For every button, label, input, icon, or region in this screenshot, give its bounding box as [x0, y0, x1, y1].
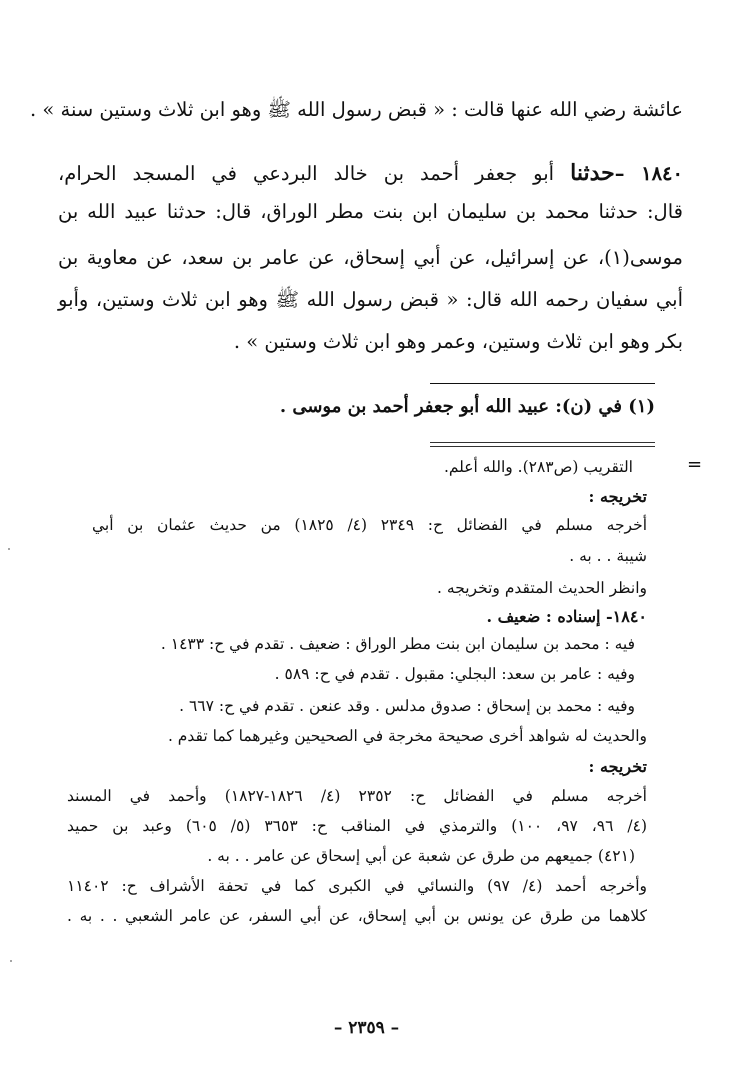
commentary-line-13: (٤/ ٩٦، ٩٧، ١٠٠) والترمذي في المناقب ح: ٣٦٥٣ (٥/ ٦٠٥) وعبد بن حميد [67, 817, 647, 835]
commentary-line-14: (٤٢١) جميعهم من طرق عن شعبة عن أبي إسحاق عن عامر . . به . [207, 847, 635, 865]
scan-speck [8, 548, 10, 550]
commentary-line-8: وفيه : عامر بن سعد: البجلي: مقبول . تقدم في ح: ٥٨٩ . [274, 665, 635, 683]
separator-line-bottom [430, 446, 655, 447]
commentary-heading-takhrij-2: تخريجه : [588, 757, 647, 776]
commentary-line-15: وأخرجه أحمد (٤/ ٩٧) والنسائي في الكبرى كما في تحفة الأشراف ح: ١١٤٠٢ [67, 877, 648, 895]
commentary-line-4: شيبة . . به . [569, 547, 647, 565]
main-text-line-6: بكر وهو ابن ثلاث وستين، وعمر وهو ابن ثلاث وستين » . [233, 330, 683, 353]
hadith-1840-first-line [58, 160, 683, 186]
scan-speck [10, 960, 12, 962]
commentary-line-1: التقريب (ص٢٨٣). والله أعلم. [443, 458, 633, 476]
commentary-line-3: أخرجه مسلم في الفضائل ح: ٢٣٤٩ (٤/ ١٨٢٥) من حديث عثمان بن أبي [92, 516, 647, 534]
commentary-line-9: وفيه : محمد بن إسحاق : صدوق مدلس . وقد عنعن . تقدم في ح: ٦٦٧ . [179, 697, 635, 715]
main-text-line-5: أبي سفيان رحمه الله قال: « قبض رسول الله ﷺ وهو ابن ثلاث وستين، وأبو [58, 288, 683, 311]
continuation-mark: = [687, 454, 703, 475]
commentary-heading-takhrij-1: تخريجه : [588, 487, 647, 506]
hadith-number: ١٨٤٠ – [614, 162, 683, 185]
page-number: – ٢٣٥٩ – [333, 1018, 400, 1038]
main-text-line-4: موسى(١)، عن إسرائيل، عن أبي إسحاق، عن عامر بن سعد، عن معاوية بن [58, 246, 683, 269]
commentary-line-12: أخرجه مسلم في الفضائل ح: ٢٣٥٢ (٤/ ١٨٢٦-١٨٢٧) وأحمد في المسند [67, 787, 647, 805]
separator-line-top [430, 442, 655, 443]
hadith-first-line-text: أبو جعفر أحمد بن خالد البردعي في المسجد الحرام، [58, 162, 555, 185]
commentary-line-10: والحديث له شواهد أخرى صحيحة مخرجة في الصحيحين وغيرهما كما تقدم . [167, 727, 647, 745]
commentary-line-7: فيه : محمد بن سليمان ابن بنت مطر الوراق : ضعيف . تقدم في ح: ١٤٣٣ . [160, 635, 635, 653]
hadith-keyword: حدثنا [570, 160, 615, 186]
commentary-line-5: وانظر الحديث المتقدم وتخريجه . [437, 579, 647, 597]
commentary-line-16: كلاهما من طرق عن يونس بن أبي إسحاق، عن أبي السفر، عن عامر الشعبي . . به . [67, 907, 647, 925]
main-text-line-1: عائشة رضي الله عنها قالت : « قبض رسول الله ﷺ وهو ابن ثلاث وستين سنة » . [29, 98, 683, 121]
commentary-isnad-heading: ١٨٤٠- إسناده : ضعيف . [486, 607, 647, 626]
footnote: (١) في (ن): عبيد الله أبو جعفر أحمد بن موسى . [279, 396, 655, 417]
footnote-separator [430, 383, 655, 384]
main-text-line-3: قال: حدثنا محمد بن سليمان ابن بنت مطر الوراق، قال: حدثنا عبيد الله بن [58, 200, 683, 223]
